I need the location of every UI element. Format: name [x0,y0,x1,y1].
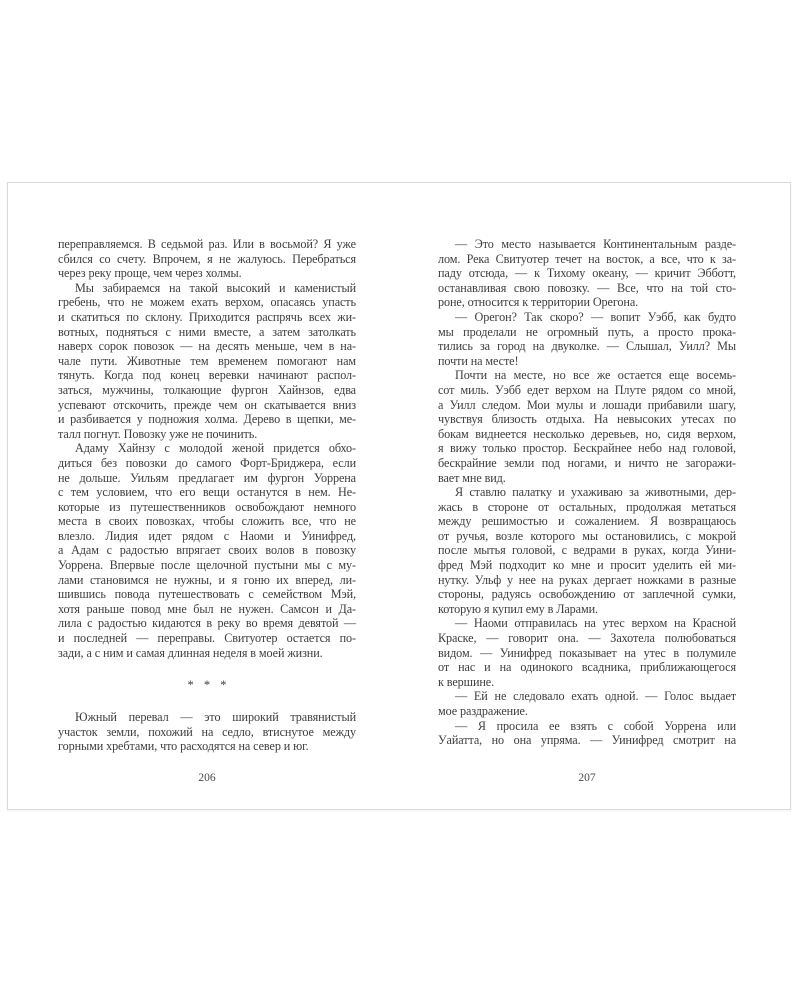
text-line: Южный перевал — это широкий травянистый [75,710,356,725]
text-line: Мы забираемся на такой высокий и каменистый [75,280,356,295]
text-line: от нас и на одинокого всадника, приближающегося [438,660,736,675]
text-line: заться, мужчины, толкающие фургон Хайнзов, едва [58,382,356,397]
book-spread [7,182,791,810]
right-page [438,237,736,797]
text-line: вает мне вид. [438,470,506,485]
text-line: горными хребтами, что расходятся на север и юг. [58,739,309,754]
text-line: которые из путешественников освобождают немного [58,499,356,514]
text-line: зади, а с ним и самая длинная неделя в моей жизни. [58,645,323,660]
text-line: тились за город на двуколке. — Слышал, Уилл? Мы [438,339,736,354]
text-line: нутку. Ульф у нее на руках дергает ножками в разные [438,572,736,587]
page-number-right: 207 [578,772,596,784]
text-line: лила с радостью кидаются в реку во время девятой — [58,616,356,631]
text-line: а Уилл следом. Мои мулы и лошади прибавили шагу, [438,397,736,412]
text-line: Я ставлю палатку и ухаживаю за животными, дер- [455,485,736,500]
text-line: Адаму Хайнзу с молодой женой придется обхо- [75,441,356,456]
text-line: чале пути. Животные тем временем помогают нам [58,353,356,368]
text-line: наверх сорок повозок — на десять меньше, чем в на- [58,339,356,354]
page-number-left: 206 [198,772,216,784]
text-line: тянуть. Когда под конец веревки начинают распол- [58,368,356,383]
text-line: фред Мэй подходит ко мне и просит уделить ей ми- [438,558,736,573]
text-line: хотя раньше повод мне был не нужен. Самсон и Да- [58,601,356,616]
text-line: Краске, — говорит она. — Захотела полюбоваться [438,631,736,646]
text-line: и разбивается у подножия холма. Дерево в щепки, ме- [58,412,356,427]
text-line: бескрайние земли под ногами, и ничто не загоражи- [438,455,736,470]
text-line: я вижу только простор. Бескрайнее небо над головой, [438,441,736,456]
text-line: а Адам с радостью впрягает своих волов в повозку [58,543,356,558]
text-line: — Орегон? Так скоро? — вопит Уэбб, как будто [455,309,736,324]
text-line: жась в стороне от остальных, продолжая метаться [438,499,736,514]
text-line: — Ей не следовало ехать одной. — Голос выдает [455,689,736,704]
text-line: лом. Река Свитуотер течет на восток, а все, что к за- [438,251,736,266]
text-line: от ручья, возле которого мы остановились, с мокрой [438,528,736,543]
text-line: останавливая свою повозку. — Все, что на той сто- [438,280,736,295]
text-line: места в своих повозках, чтобы сложить все, что не [58,514,356,529]
section-separator: * * * [187,677,227,692]
text-line: сбился со счету. Впрочем, я не жалуюсь. Перебраться [58,251,356,266]
text-line: талл погнут. Повозку уже не починить. [58,426,258,441]
left-page-text [58,237,356,754]
text-line: которую я купил ему в Ларами. [438,601,598,616]
text-line: успевают отскочить, прежде чем он скатывается вниз [58,397,356,412]
text-line: Уайатта, но она упряма. — Уинифред смотрит на [438,733,736,748]
text-line: чувствуя близость отдыха. На невысоких утесах по [438,412,736,427]
text-line: сот миль. Уэбб едет верхом на Плуте рядом со мной, [438,382,736,397]
text-line: мое раздражение. [438,704,528,718]
text-line: — Наоми отправилась на утес верхом на Красной [455,616,736,631]
left-page [58,237,356,797]
text-line: Уоррена. Впервые после щелочной пустыни мы с му- [58,558,356,573]
text-line: видом. — Уинифред показывает на утес в полумиле [438,645,736,660]
text-line: влезло. Лидия идет рядом с Наоми и Уинифред, [58,528,356,543]
text-line: вотных, подняться с ними вместе, а затем затолкать [58,324,356,339]
page-spread [8,183,790,797]
text-line: бокам виднеется несколько деревьев, но, сидя верхом, [438,426,736,441]
text-line: шившись повода путешествовать с семейством Мэй, [58,587,356,602]
text-line: паду отсюда, — к Тихому океану, — кричит Эбботт, [438,266,736,281]
text-line: Почти на месте, но все же остается еще восемь- [455,368,736,383]
right-page-text [438,237,736,748]
text-line: лами становимся не нужны, и я гоню их вперед, ли- [58,572,356,587]
text-line: — Я просила ее взять с собой Уоррена или [455,718,736,733]
text-line: мы проделали не огромный путь, а просто прока- [438,324,736,339]
text-line: роне, относится к территории Орегона. [438,295,639,310]
text-line: и последней — переправы. Свитуотер остается по- [58,631,356,646]
text-line: почти на месте! [438,353,519,368]
text-line: к вершине. [438,674,495,689]
text-line: через реку проще, чем через холмы. [58,266,242,281]
text-line: — Это место называется Континентальным разде- [455,237,736,251]
text-line: после мытья головой, с ведрами в руках, когда Уини- [438,543,736,558]
text-line: и скатиться по склону. Приходится распрячь всех жи- [58,309,356,324]
text-line: переправляемся. В седьмой раз. Или в восьмой? Я уже [58,237,356,251]
text-line: между решимостью и сожалением. Я возвращаюсь [438,514,736,529]
text-line: не дольше. Уильям предлагает им фургон Уоррена [58,470,356,485]
text-line: с тем условием, что его вещи останутся в нем. Не- [58,485,356,500]
text-line: гребень, что не можем ехать верхом, опасаясь упасть [58,295,356,310]
text-line: участок земли, похожий на седло, втиснутое между [58,724,356,739]
text-line: стороны, радуясь освобождению от заплечной сумки, [438,587,736,602]
text-line: диться без повозки до самого Форт-Бриджера, если [58,455,356,470]
